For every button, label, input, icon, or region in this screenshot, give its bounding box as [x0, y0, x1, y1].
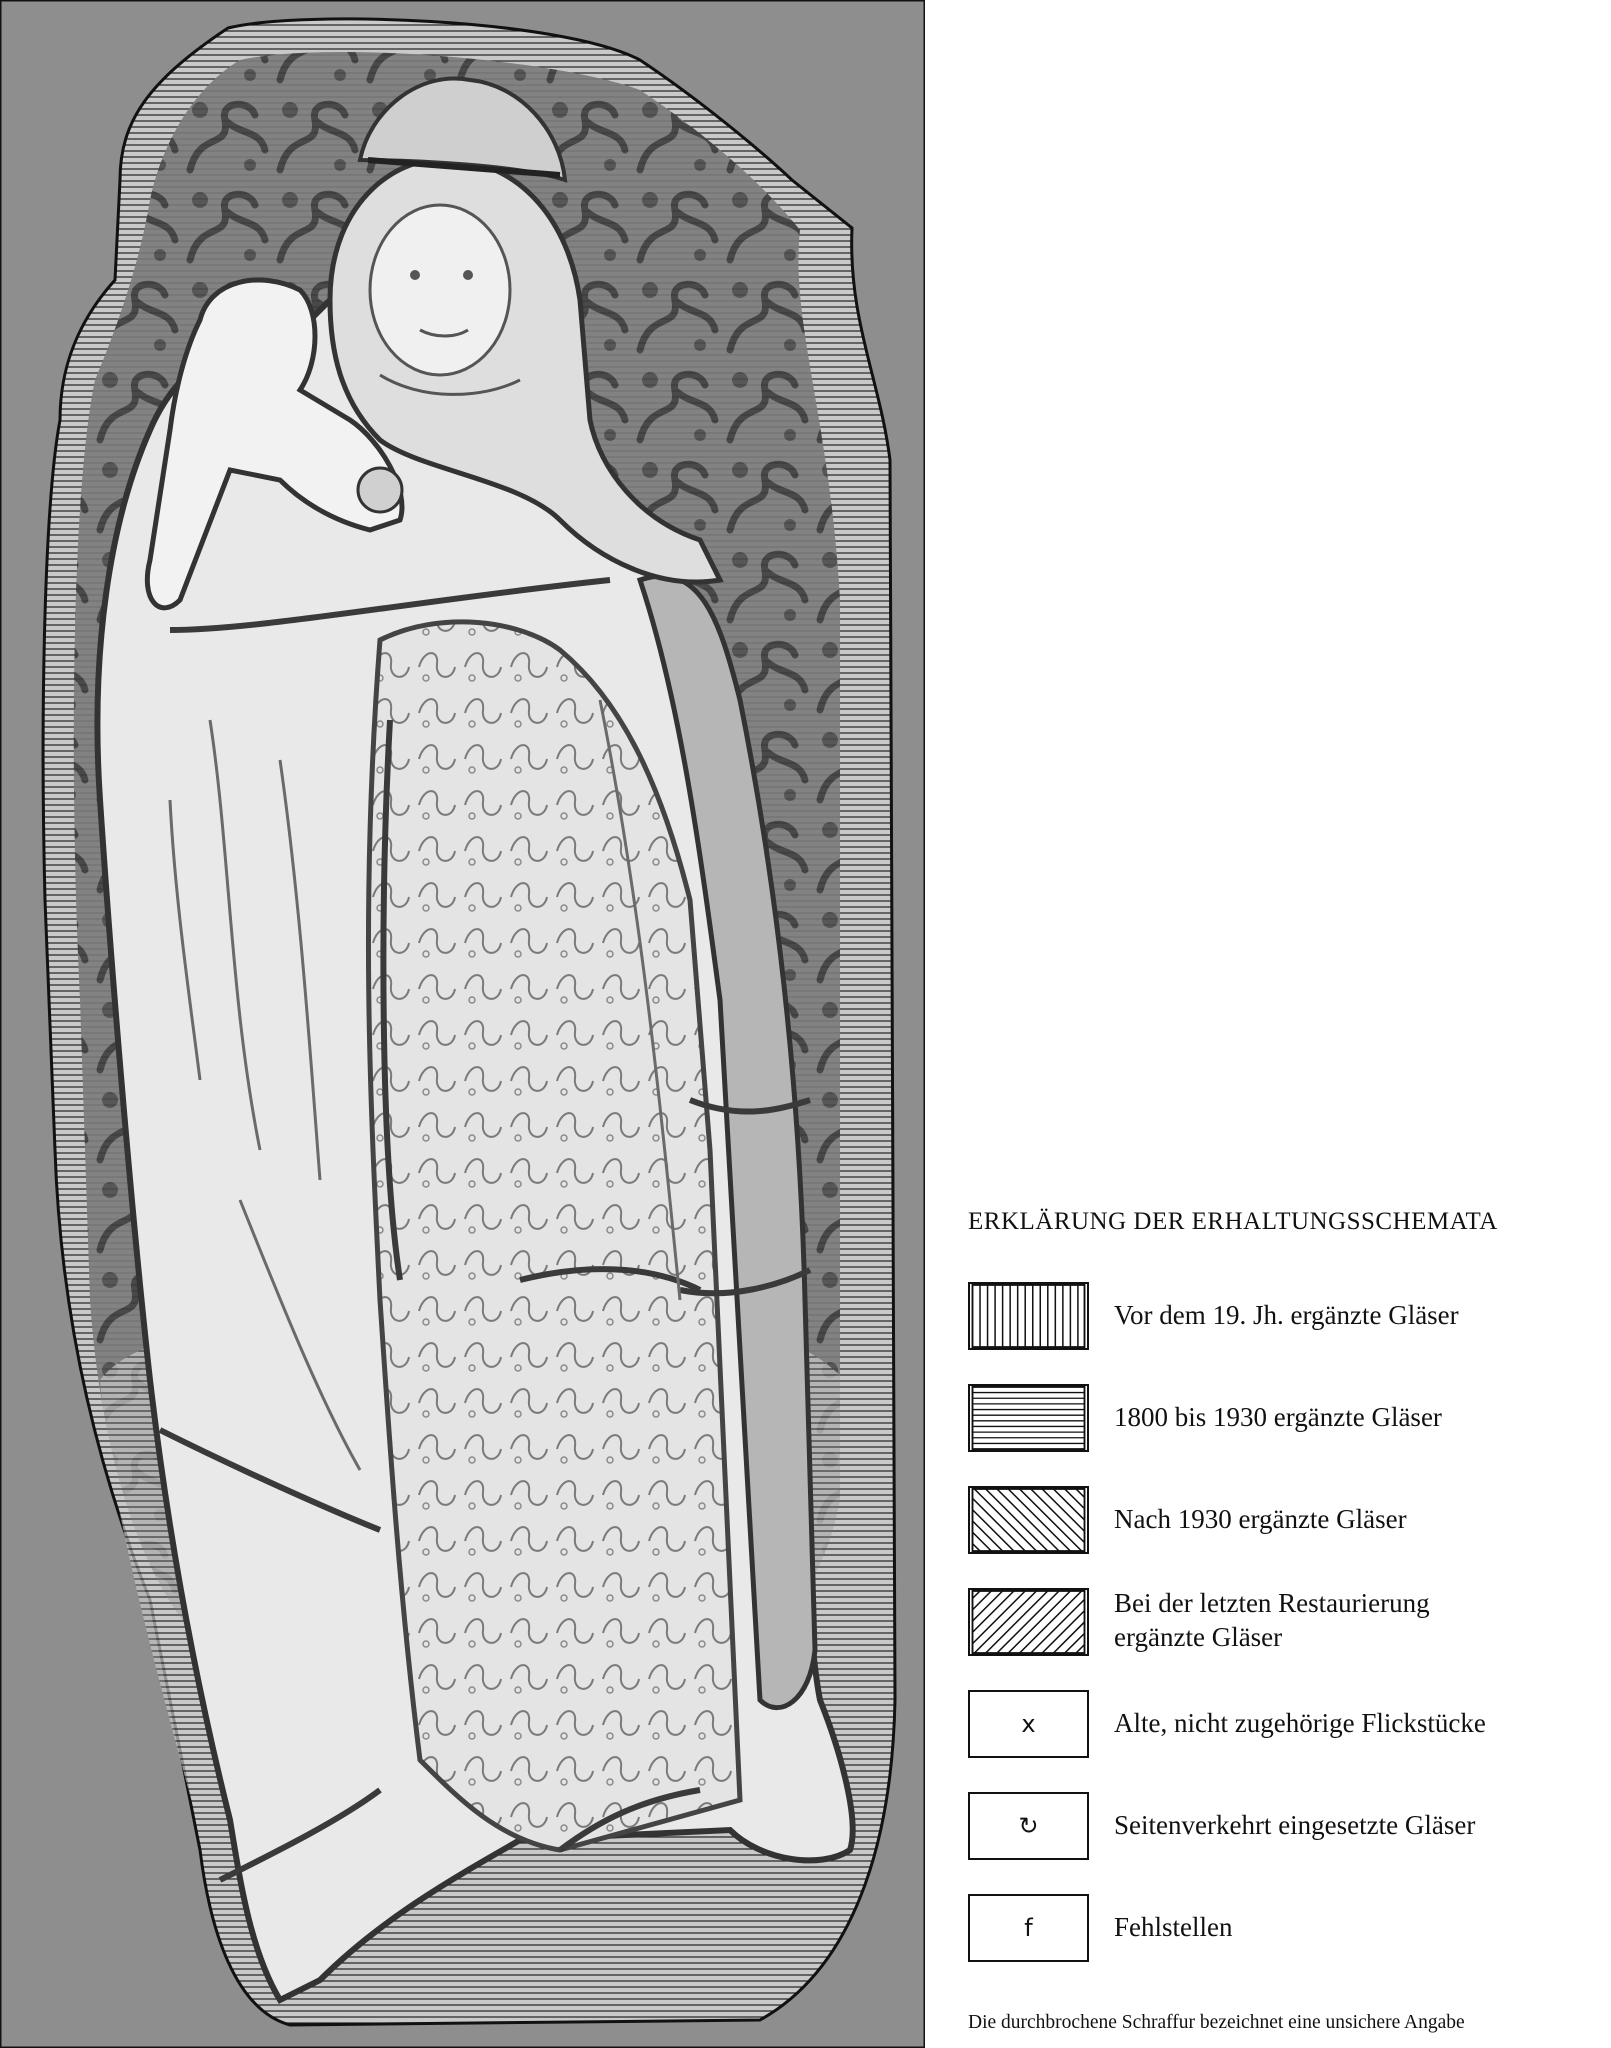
legend-label: Seitenverkehrt eingesetzte Gläser: [1114, 1810, 1476, 1840]
f-symbol-swatch: f: [968, 1894, 1089, 1962]
legend-label: Nach 1930 ergänzte Gläser: [1114, 1504, 1407, 1534]
vertical-hatch-swatch: [968, 1282, 1089, 1350]
legend-item-horizontal: [968, 1384, 1608, 1456]
legend-label-line1: Bei der letzten Restaurierung: [1114, 1588, 1430, 1618]
horizontal-hatch-swatch: [968, 1384, 1089, 1452]
diagonal-up-hatch-swatch: [968, 1588, 1089, 1656]
x-symbol-swatch: x: [968, 1690, 1089, 1758]
legend-item-reversed: [968, 1792, 1608, 1864]
legend-title: ERKLÄRUNG DER ERHALTUNGSSCHEMATA: [968, 1208, 1498, 1235]
legend-item-diagonal-down: [968, 1486, 1608, 1558]
legend-item-diagonal-up: [968, 1588, 1608, 1660]
reverse-arrow-icon: ↻: [968, 1792, 1089, 1860]
legend-label-line2: ergänzte Gläser: [1114, 1622, 1283, 1652]
legend-label: Vor dem 19. Jh. ergänzte Gläser: [1114, 1300, 1459, 1330]
legend-item-x: [968, 1690, 1608, 1762]
legend-footnote: Die durchbrochene Schraffur bezeichnet eine unsichere Angabe: [968, 2012, 1465, 2033]
legend-label: Alte, nicht zugehörige Flickstücke: [1114, 1708, 1486, 1738]
legend-label: [1114, 1586, 1594, 1654]
diagonal-down-hatch-swatch: [968, 1486, 1089, 1554]
legend-label: 1800 bis 1930 ergänzte Gläser: [1114, 1402, 1442, 1432]
legend-label: Fehlstellen: [1114, 1912, 1233, 1942]
legend-item-missing: [968, 1894, 1608, 1966]
legend-item-vertical: [968, 1282, 1608, 1354]
